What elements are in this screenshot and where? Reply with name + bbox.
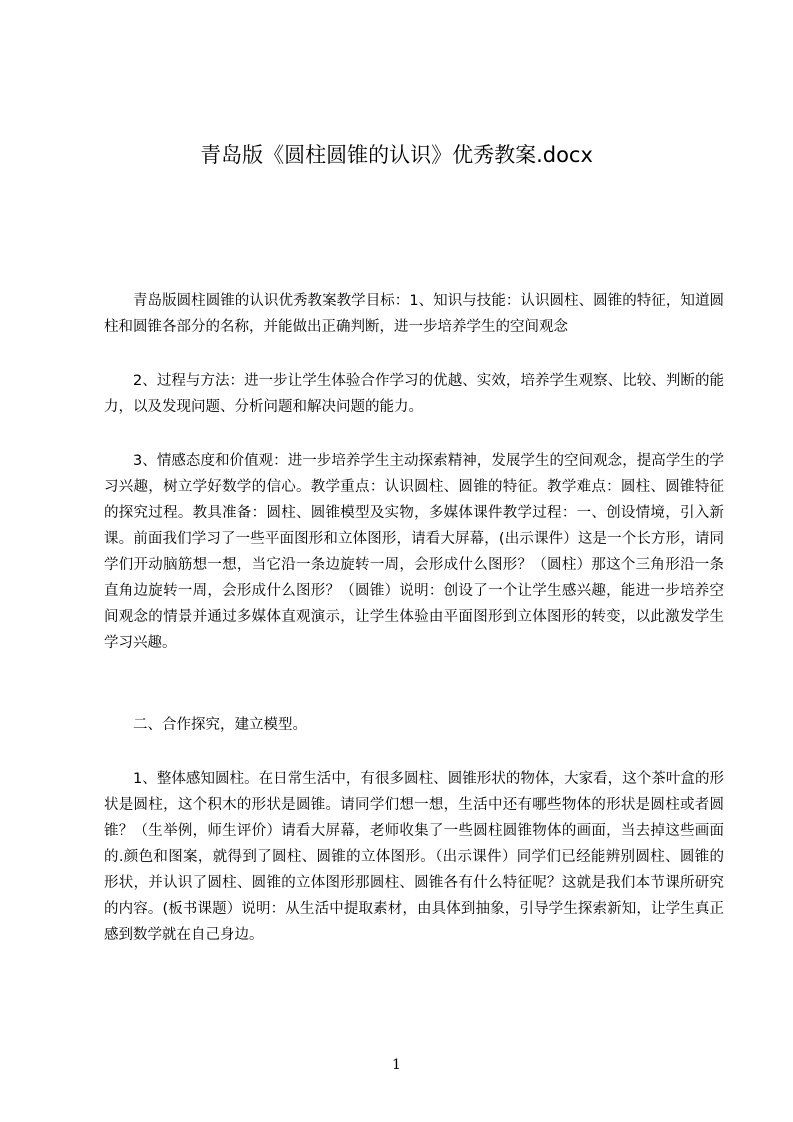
paragraph-attitudes-values: 3、情感态度和价值观：进一步培养学生主动探索精神，发展学生的空间观念，提高学生的学习兴趣，树立学好数学的信心。教学重点：认识圆柱、圆锥的特征。教学难点：圆柱、圆锥特征的探究过程。教具准备：圆柱、圆锥模型及实物，多媒体课件教学过程：一、创设情境，引入新课。前面我们学习了一些平面图形和立体图形，请看大屏幕，(出示课件）这是一个长方形，请同学们开动脑筋想一想，当它沿一条边旋转一周，会形成什么图形？（圆柱）那这个三角形沿一条直角边旋转一周，会形成什么图形？（圆锥）说明：创设了一个让学生感兴趣，能进一步培养空间观念的情景并通过多媒体直观演示，让学生体验由平面图形到立体图形的转变，以此激发学生学习兴趣。 [104, 453, 724, 651]
paragraph-process-methods: 2、过程与方法：进一步让学生体验合作学习的优越、实效，培养学生观察、比较、判断的能力，以及发现问题、分析问题和解决问题的能力。 [104, 373, 724, 415]
paragraph-perceive-cylinder: 1、整体感知圆柱。在日常生活中，有很多圆柱、圆锥形状的物体，大家看，这个茶叶盒的形状是圆柱，这个积木的形状是圆锥。请同学们想一想，生活中还有哪些物体的形状是圆柱或者圆锥？（生举例，师生评价）请看大屏幕，老师收集了一些圆柱圆锥物体的画面，当去掉这些画面的.颜色和图案，就得到了圆柱、圆锥的立体图形。（出示课件）同学们已经能辨别圆柱、圆锥的形状，并认识了圆柱、圆锥的立体图形那圆柱、圆锥各有什么特征呢？这就是我们本节课所研究的内容。(板书课题）说明：从生活中提取素材，由具体到抽象，引导学生探索新知，让学生真正感到数学就在自己身边。 [104, 771, 724, 943]
document-title: 青岛版《圆柱圆锥的认识》优秀教案.docx [200, 143, 593, 167]
paragraph-objectives: 青岛版圆柱圆锥的认识优秀教案教学目标：1、知识与技能：认识圆柱、圆锥的特征，知道圆柱和圆锥各部分的名称，并能做出正确判断，进一步培养学生的空间观念 [104, 293, 724, 335]
paragraph-section-two-heading: 二、合作探究，建立模型。 [133, 717, 307, 733]
page-number: 1 [392, 1057, 401, 1073]
